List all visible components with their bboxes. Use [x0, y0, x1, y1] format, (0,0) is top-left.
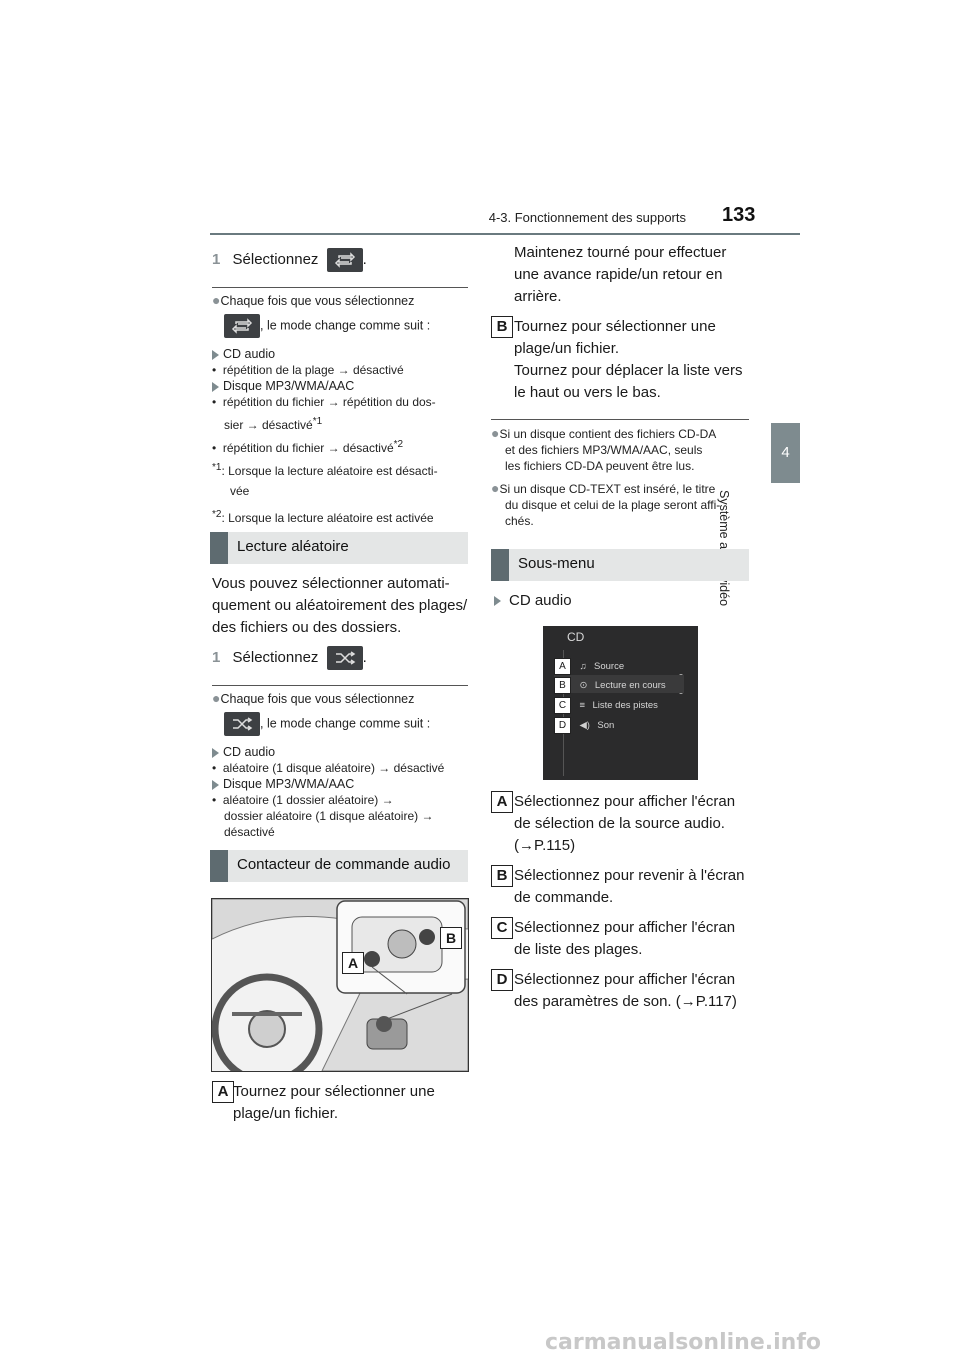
- label-b: B: [491, 316, 513, 338]
- desc-b: [514, 865, 754, 909]
- list-cd-audio: [212, 346, 472, 362]
- chapter-label: [771, 490, 800, 630]
- list-text: sier → désactivé: [224, 418, 313, 432]
- para-line: Sélectionnez pour afficher l'écran: [514, 971, 736, 988]
- footnote-mark: *2: [212, 509, 222, 520]
- section-bar: [491, 549, 509, 581]
- para-line: le haut ou vers le bas.: [514, 384, 661, 401]
- item-tag: B: [554, 677, 571, 694]
- list-item-cont: [224, 808, 474, 824]
- screen-item-sound[interactable]: [554, 715, 614, 734]
- list-item: • répétition de la plage → désactivé: [212, 363, 404, 377]
- note-line-1: ●Chaque fois que vous sélectionnez: [212, 292, 415, 308]
- list-item-cont: [224, 414, 472, 433]
- arrow-icon: [212, 382, 219, 392]
- repeat-button-icon: [327, 248, 363, 272]
- footnote-1-cont: [230, 483, 472, 499]
- footnote-1: [212, 460, 472, 479]
- para-line: une avance rapide/un retour en: [514, 266, 723, 283]
- para-line: (→P.115): [514, 837, 576, 854]
- para-line: des fichiers ou des dossiers.: [212, 619, 402, 636]
- note-text: , le mode change comme suit :: [260, 716, 431, 731]
- section-bar: [210, 850, 228, 882]
- play-icon: ⊙: [579, 680, 588, 691]
- item-label: Liste des pistes: [592, 700, 658, 711]
- item-label: Son: [597, 720, 615, 731]
- random-note: [212, 690, 474, 840]
- para-line: plage/un fichier.: [514, 340, 620, 357]
- step-select-random: [212, 646, 367, 670]
- shuffle-button-icon: [224, 712, 260, 736]
- para-line: arrière.: [514, 288, 562, 305]
- callout-a: A: [342, 952, 364, 974]
- callout-b-text: [514, 316, 754, 404]
- list-text: dossier aléatoire (1 disque aléatoire) →: [224, 809, 434, 823]
- shuffle-button-icon: [327, 646, 363, 670]
- list-heading: Disque MP3/WMA/AAC: [223, 777, 355, 791]
- note-text: , le mode change comme suit :: [260, 318, 431, 333]
- note-bullet-1: ●Si un disque contient des fichiers CD-DA et des fichiers MP3/WMA/AAC, seuls les fichiers CD-DA peuvent être lus.: [491, 425, 753, 474]
- item-tag: A: [554, 658, 571, 675]
- list-mp3: [212, 776, 474, 792]
- list-text: répétition de la plage → désactivé: [222, 363, 404, 377]
- section-header-random: [210, 532, 468, 564]
- callout-b: B: [440, 927, 462, 949]
- label-a: A: [491, 791, 513, 813]
- section-title: 4-3. Fonctionnement des supports: [488, 210, 686, 225]
- arrow-icon: [212, 350, 219, 360]
- list-item: • répétition du fichier → répétition du dos-: [212, 395, 436, 409]
- item-label: Lecture en cours: [594, 680, 666, 691]
- item-tag: D: [554, 717, 571, 734]
- note-text: du disque et celui de la plage seront affi-: [505, 498, 721, 512]
- list-icon: ≡: [579, 700, 585, 711]
- section-header-switch: [210, 850, 468, 882]
- note-rule: [491, 419, 749, 420]
- para-line: Tournez pour sélectionner une: [514, 318, 716, 335]
- para-line: de sélection de la source audio.: [514, 815, 725, 832]
- footnote-mark: *1: [212, 462, 222, 473]
- footnote-2: [212, 507, 472, 526]
- list-text: répétition du fichier → désactivé: [222, 441, 394, 455]
- step-text: Sélectionnez: [232, 648, 319, 666]
- disc-note: [491, 425, 753, 529]
- desc-a: [514, 791, 754, 857]
- section-header-submenu: [491, 549, 749, 581]
- list-mp3: [212, 378, 472, 394]
- section-title: Contacteur de commande audio: [237, 856, 451, 873]
- repeat-note: [212, 292, 472, 526]
- dashboard-drawing: [212, 899, 468, 1071]
- para-line: de liste des plages.: [514, 941, 643, 958]
- footnote-text: : Lorsque la lecture aléatoire est activée: [221, 511, 434, 525]
- watermark: carmanualsonline.info: [545, 1330, 821, 1355]
- para-line: Sélectionnez pour revenir à l'écran: [514, 867, 745, 884]
- list-text: répétition du fichier → répétition du dos-: [222, 395, 436, 409]
- list-heading: CD audio: [509, 592, 572, 609]
- item-tag: C: [554, 697, 571, 714]
- note-text: les fichiers CD-DA peuvent être lus.: [505, 459, 695, 473]
- note-line-2: [224, 314, 472, 338]
- note-text: et des fichiers MP3/WMA/AAC, seuls: [505, 443, 703, 457]
- note-bullet-2: ●Si un disque CD-TEXT est inséré, le titre du disque et celui de la plage seront affi- chés.: [491, 480, 753, 529]
- label-c: C: [491, 917, 513, 939]
- cd-audio-heading: [494, 590, 572, 612]
- note-rule: [212, 685, 468, 686]
- step-number: 1: [212, 648, 221, 666]
- step-number: 1: [212, 250, 221, 268]
- footnote-ref: *2: [393, 439, 404, 450]
- note-line-1: ●Chaque fois que vous sélectionnez: [212, 690, 415, 706]
- list-heading: CD audio: [223, 745, 276, 759]
- item-label: Source: [594, 661, 625, 672]
- step-suffix: .: [362, 250, 367, 268]
- desc-d: [514, 969, 754, 1013]
- list-text: aléatoire (1 disque aléatoire) → désactivé: [222, 761, 445, 775]
- label-d: D: [491, 969, 513, 991]
- note-text: Si un disque CD-TEXT est inséré, le titre: [499, 482, 716, 496]
- random-paragraph: [212, 573, 472, 639]
- arrow-icon: [212, 780, 219, 790]
- list-item: • aléatoire (1 disque aléatoire) → désactivé: [212, 761, 445, 775]
- page-number: 133: [722, 204, 756, 226]
- note-text: Chaque fois que vous sélectionnez: [220, 294, 415, 308]
- para-line: quement ou aléatoirement des plages/: [212, 597, 468, 614]
- list-item: • aléatoire (1 dossier aléatoire) →: [212, 793, 394, 807]
- section-title: Sous-menu: [518, 555, 595, 572]
- para-line: Tournez pour sélectionner une: [233, 1083, 435, 1100]
- screen-item-now-playing[interactable]: [554, 675, 684, 693]
- footnote-text: : Lorsque la lecture aléatoire est désacti-: [221, 464, 438, 478]
- desc-c: [514, 917, 754, 961]
- para-line: Sélectionnez pour afficher l'écran: [514, 793, 736, 810]
- list-item: • répétition du fichier → désactivé$^{*2}$: [212, 439, 404, 455]
- speaker-icon: ◀): [579, 720, 590, 731]
- chapter-tab: 4: [771, 423, 800, 483]
- label-b: B: [491, 865, 513, 887]
- cd-screen: [543, 626, 698, 780]
- list-text: aléatoire (1 dossier aléatoire) →: [222, 793, 394, 807]
- para-line: de commande.: [514, 889, 614, 906]
- list-cd-audio: [212, 744, 474, 760]
- para-line: Vous pouvez sélectionner automati-: [212, 575, 450, 592]
- step-suffix: .: [362, 648, 367, 666]
- list-text: désactivé: [224, 825, 275, 839]
- para-line: Sélectionnez pour afficher l'écran: [514, 919, 736, 936]
- note-text: Si un disque contient des fichiers CD-DA: [499, 427, 717, 441]
- note-line-2: [224, 712, 474, 736]
- para-line: Maintenez tourné pour effectuer: [514, 244, 727, 261]
- note-text: Chaque fois que vous sélectionnez: [220, 692, 415, 706]
- screen-title: CD: [567, 630, 585, 644]
- callout-a-text: [233, 1081, 473, 1125]
- repeat-button-icon: [224, 314, 260, 338]
- step-select-repeat: [212, 248, 367, 272]
- para-line: des paramètres de son. (→P.117): [514, 993, 737, 1010]
- arrow-icon: [212, 748, 219, 758]
- header-rule: [210, 233, 800, 235]
- screen-item-track-list[interactable]: [554, 695, 658, 714]
- para-line: plage/un fichier.: [233, 1105, 339, 1122]
- section-title: Lecture aléatoire: [237, 538, 349, 555]
- list-heading: Disque MP3/WMA/AAC: [223, 379, 355, 393]
- arrow-icon: [494, 596, 501, 606]
- source-icon: ♫: [579, 661, 587, 672]
- label-a: A: [212, 1081, 234, 1103]
- list-heading: CD audio: [223, 347, 276, 361]
- note-text: chés.: [505, 514, 534, 528]
- list-item-cont: [224, 824, 474, 840]
- screen-item-source[interactable]: [554, 656, 624, 675]
- footnote-text: vée: [230, 484, 250, 498]
- note-rule: [212, 287, 468, 288]
- para-line: Tournez pour déplacer la liste vers: [514, 362, 743, 379]
- continued-text: [514, 242, 754, 308]
- step-text: Sélectionnez: [232, 250, 319, 268]
- footnote-ref: *1: [312, 416, 323, 427]
- dashboard-illustration: [211, 898, 469, 1072]
- section-bar: [210, 532, 228, 564]
